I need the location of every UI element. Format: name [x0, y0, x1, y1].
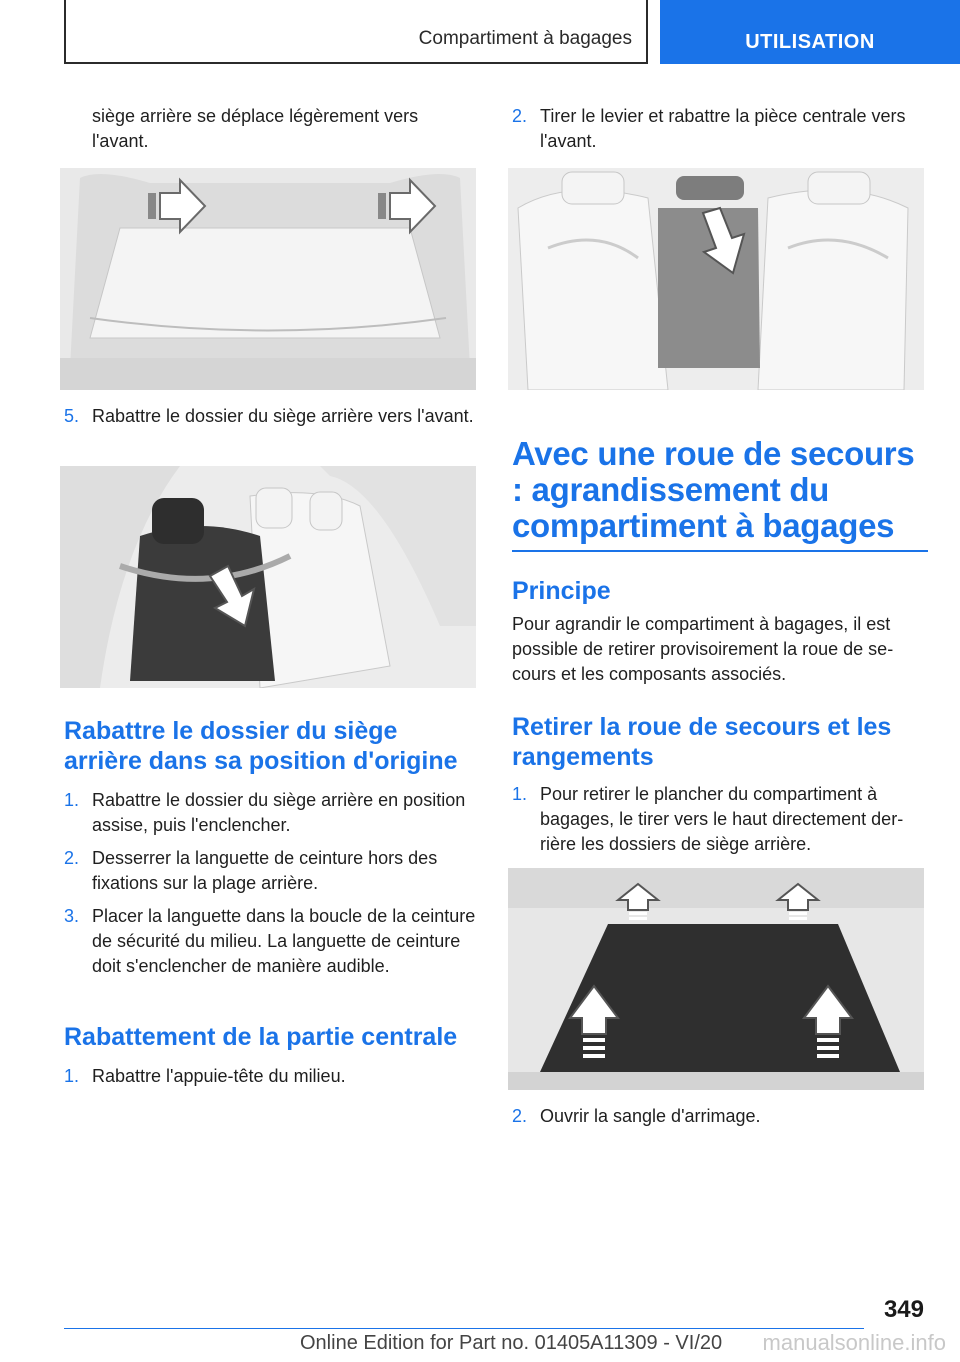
trunk-floor-illustration — [508, 868, 924, 1090]
list-number: 5. — [64, 406, 80, 426]
list-number: 1. — [512, 784, 528, 804]
list-text: Rabattre le dossier du siège arrière vers l'avant. — [92, 406, 474, 426]
section-title: Rabattement de la partie centrale — [64, 1023, 458, 1051]
header-section-title: Compartiment à bagages — [418, 28, 632, 49]
right-step2 — [512, 104, 926, 154]
left-intro-block — [64, 104, 474, 154]
header-chapter-label: UTILISATION — [745, 31, 875, 53]
list-item — [64, 1064, 478, 1089]
list-item — [512, 104, 926, 154]
list-item — [64, 846, 478, 896]
list-text: Ouvrir la sangle d'arrimage. — [540, 1106, 761, 1126]
list-text: Rabattre l'appuie-tête du milieu. — [92, 1066, 346, 1086]
list-number: 1. — [64, 790, 80, 810]
section-title: Retirer la roue de secours et les rangements — [512, 713, 892, 771]
list-number: 1. — [64, 1066, 80, 1086]
left-step5 — [64, 404, 474, 429]
list-number: 2. — [512, 106, 528, 126]
footer-edition: Online Edition for Part no. 01405A11309 - VI/20 — [300, 1332, 723, 1354]
watermark: manualsonline.info — [762, 1330, 946, 1355]
list-text: Tirer le levier et rabattre la pièce centrale vers l'avant. — [540, 106, 906, 151]
list-item — [64, 788, 478, 838]
section-title: Principe — [512, 577, 611, 605]
header-section-box — [64, 0, 648, 64]
rear-seat-illustration — [60, 466, 476, 688]
list-number: 2. — [64, 848, 80, 868]
trunk-illustration — [60, 168, 476, 390]
list-item — [512, 1104, 926, 1129]
section-restore-seat — [64, 716, 478, 979]
right-step2-strap — [512, 1104, 926, 1129]
section-title: Rabattre le dossier du siège arrière dans sa position d'origine — [64, 717, 458, 775]
list-text: Pour retirer le plancher du compartiment à bagages, le tirer vers le haut directement derrière les dossiers de siège arrière. — [540, 784, 904, 854]
list-item — [512, 782, 926, 857]
page-number: 349 — [883, 1296, 924, 1323]
list-item — [64, 404, 474, 429]
footer-rule — [64, 1328, 864, 1329]
section-principle — [512, 576, 926, 687]
list-text: Rabattre le dossier du siège arrière en position assise, puis l'enclencher. — [92, 790, 466, 835]
section-remove-spare — [512, 712, 926, 857]
main-title: Avec une roue de secours : agrandissement du compartiment à bagages — [512, 435, 915, 544]
center-seat-illustration — [508, 168, 924, 390]
list-number: 2. — [512, 1106, 528, 1126]
left-intro-text: siège arrière se déplace légèrement vers l'avant. — [92, 106, 419, 151]
list-text: Placer la languette dans la boucle de la ceinture de sécurité du milieu. La languette de ceinture doit s'enclencher de manière audible. — [92, 906, 476, 976]
list-text: Desserrer la languette de ceinture hors des fixations sur la plage arrière. — [92, 848, 438, 893]
list-number: 3. — [64, 906, 80, 926]
title-rule — [512, 550, 928, 552]
header-chapter-tab — [660, 0, 960, 64]
main-section-header — [512, 436, 928, 552]
section-fold-center — [64, 1022, 478, 1089]
principle-text: Pour agrandir le compartiment à bagages, il est possible de retirer provisoirement la roue de secours et les composants associés. — [512, 614, 894, 684]
list-item — [64, 904, 478, 979]
